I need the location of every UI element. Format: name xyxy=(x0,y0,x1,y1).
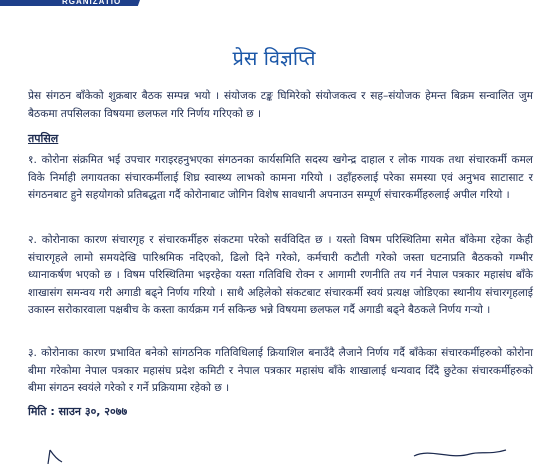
decision-paragraph-2: २. कोरोनाका कारण संचारगृह र संचारकर्मीहरु संकटमा परेको सर्वविदित छ । यस्तो विषम परिस्थितिमा समेत बाँकेमा रहेका केही संचारगृहले लामो समयदेखि पारिश्रमिक नदिएको, ढिलो दिने गरेको, कर्मचारी कटौती गरेको जस्ता घटनाप्रति बैठकको गम्भीर ध्यानाकर्षण भएको छ । विषम परिस्थितिमा भइरहेका यस्ता गतिविधि रोक्न र आगामी रणनीति तय गर्न नेपाल पत्रकार महासंघ बाँके शाखासंग समन्वय गरी अगाडी बढ्ने निर्णय गरियो । साथै अहिलेको संकटबाट संचारकर्मी स्वयं प्रत्यक्ष जोडिएका स्थानीय संचारगृहलाई उकास्न सरोकारवाला पक्षबीच के कस्ता कार्यक्रम गर्न सकिन्छ भन्ने विषयमा छलफल गर्दै अगाडी बढ्ने बैठकले निर्णय गर्‍यो । xyxy=(28,234,533,316)
intro-paragraph: प्रेस संगठन बाँकेको शुक्रबार बैठक सम्पन्न भयो । संयोजक टङ्क घिमिरेको संयोजकत्व र सह–संयोजक हेमन्त बिक्रम सन्वालित जुम बैठकमा तपसिलका विषयमा छलफल गरि निर्णय गरिएको छ । xyxy=(28,90,533,120)
decision-paragraph-3: ३. कोरोनाका कारण प्रभावित बनेको सांगठनिक गतिविधिलाई क्रियाशिल बनाउँदै लैजाने निर्णय गर्दै बाँकेका संचारकर्मीहरुको कोरोना बीमा गरेकोमा नेपाल पत्रकार महासंघ प्रदेश कमिटी र नेपाल पत्रकार महासंघ बाँके शाखालाई धन्यवाद दिँदै छुटेका संचारकर्मीहरुको बीमा संगठन स्वयंले गरेको र गर्ने प्रक्रियामा रहेको छ । xyxy=(28,347,533,394)
signature-left xyxy=(40,446,120,464)
document-date: मिति : साउन ३०, २०७७ xyxy=(28,405,128,418)
document-title: प्रेस विज्ञप्ति xyxy=(232,46,316,70)
decision-paragraph-1: १. कोरोना संक्रमित भई उपचार गराइरहनुभएका संगठनका कार्यसमिति सदस्य खगेन्द्र दाहाल र लोक गायक तथा संचारकर्मी कमल विके निर्माही लगायतका संचारकर्मीलाई शिघ्र स्वास्थ्य लाभको कामना गरियो । उहाँहरुलाई परेका समस्या एवं अनुभव साटासाट र संगठनबाट हुने सहयोगको प्रतिबद्धता गर्दै कोरोनाबाट जोगिन विशेष सावधानी अपनाउन सम्पूर्ण संचारकर्मीहरुलाई अपील गरियो । xyxy=(28,154,533,201)
header-band xyxy=(0,0,548,16)
banner-text: RGANIZATIO xyxy=(62,0,122,6)
section-heading: तपसिल xyxy=(28,132,59,145)
signature-right xyxy=(410,446,510,464)
